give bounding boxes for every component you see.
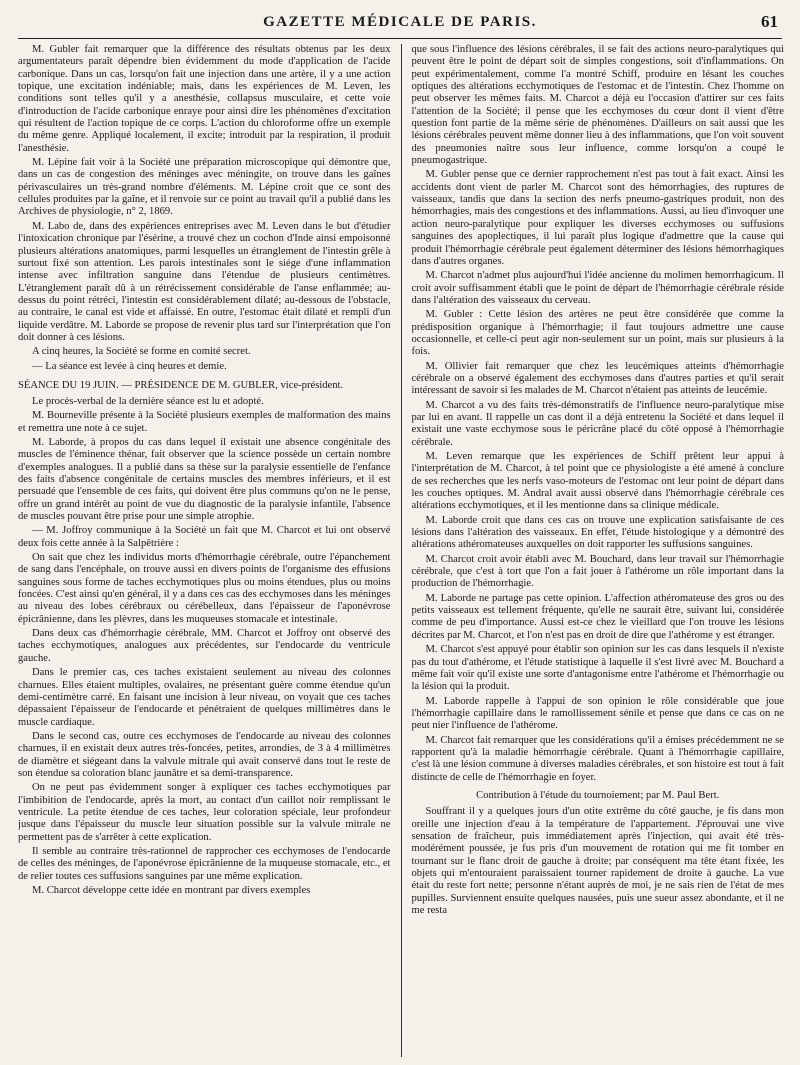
page-header	[18, 12, 782, 39]
paragraph: Dans le premier cas, ces taches existaient seulement au niveau des colonnes charnues. Elles étaient multiples, ovalaires, ne présentant guère comme étendue qu'un demi-centimètre carré. En faisant une incision à leur niveau, on voyait que ces taches dépassaient l'épaisseur de l'endocarde et pénétraient de quelques millimètres dans le muscle cardiaque.	[18, 667, 391, 728]
paragraph: M. Gubler : Cette lésion des artères ne peut être considérée que comme la prédisposition organique à l'hémorrhagie; il faut toujours admettre une cause occasionnelle, et celle-ci peut agir non-seulement sur un point, mais sur plusieurs à la fois.	[411, 309, 784, 358]
paragraph: M. Charcot s'est appuyé pour établir son opinion sur les cas dans lesquels il n'existe pas du tout d'athérome, et l'étude statistique à laquelle il s'est livré avec M. Bouchard a même fait voir qu'il existe une sorte d'antagonisme entre l'athérome et l'hémorrhagie ou la lésion qui la produit.	[411, 644, 784, 693]
paragraph: M. Gubler fait remarquer que la différence des résultats obtenus par les deux argumentateurs paraît dépendre bien évidemment du mode d'application de l'acide carbonique. Dans un cas, lorsqu'on fait une injection dans une artère, il y a une action topique, une excitation indéniable; mais, dans les expériences de M. Leven, les conditions sont telles qu'il y a anesthésie, collapsus musculaire, et cette voie d'introduction de l'acide carbonique enraye pour ainsi dire les phénomènes d'excitation qui résultent de l'action topique de ce corps. L'action du chloroforme offre un exemple du même genre. Appliqué localement, il excite; introduit par la respiration, il produit l'anesthésie.	[18, 44, 391, 154]
paragraph: M. Bourneville présente à la Société plusieurs exemples de malformation des mains et remettra une note à ce sujet.	[18, 410, 391, 434]
paragraph: Dans deux cas d'hémorrhagie cérébrale, MM. Charcot et Joffroy ont observé des taches ecchymotiques, analogues aux précédentes, sur l'endocarde du ventricule gauche.	[18, 628, 391, 664]
paragraph: M. Charcot n'admet plus aujourd'hui l'idée ancienne du molimen hemorrhagicum. Il croit avoir suffisamment établi que le point de départ de l'hémorrhagie cérébrale réside dans l'altération des vaisseaux du cerveau.	[411, 270, 784, 306]
paragraph: Dans le second cas, outre ces ecchymoses de l'endocarde au niveau des colonnes charnues, il en existait deux autres très-foncées, petites, arrondies, de 3 à 4 millimètres de diamètre et siégeant dans la valvule mitrale qui avait conservé dans tout le reste de son étendue sa coloration blanc jaunâtre et sa demi-transparence.	[18, 730, 391, 779]
page-number: 61	[761, 12, 778, 31]
paragraph: M. Labo de, dans des expériences entreprises avec M. Leven dans le but d'étudier l'intoxication chronique par l'ésérine, a trouvé chez un cochon d'Inde ainsi empoisonné plusieurs altérations anatomiques, parmi lesquelles un étranglement de l'intestin grêle à surtout fixé son attention. Les parois intestinales sont le siége d'une inflammation intense avec infiltration sanguine dans l'étendue de plusieurs centimètres. L'étranglement paraît dû à un rétrécissement considérable de l'anse enflammée; au-dessus du point rétréci, l'intestin est considérablement dilaté; au-dessous de l'obstacle, au contraire, le canal est vide et affaissé. En outre, l'estomac était dilaté et rempli d'un liquide verdâtre. M. Laborde se propose de revenir plus tard sur l'interprétation que l'on doit donner à ces lésions.	[18, 220, 391, 343]
session-heading: SÉANCE DU 19 JUIN. — PRÉSIDENCE DE M. GUBLER, vice-président.	[18, 379, 344, 391]
paragraph: Le procès-verbal de la dernière séance est lu et adopté.	[32, 395, 264, 407]
right-column	[411, 44, 784, 1057]
paragraph: M. Leven remarque que les expériences de Schiff prêtent leur appui à l'interprétation de M. Charcot, à tel point que ce physiologiste a été amené à conclure de ses recherches que les nerfs vaso-moteurs de l'estomac ont leur point de départ dans les couches optiques. M. Andral avait aussi observé dans l'hémorrhagie cérébrale ces altérations ecchymotiques, et il les mentionne dans sa clinique médicale.	[411, 451, 784, 512]
paragraph: M. Lépine fait voir à la Société une préparation microscopique qui démontre que, dans un cas de congestion des méninges avec méningite, on trouve dans les gaînes périvasculaires un très-grand nombre d'éléments. M. Lépine croit que ce sont des cellules produites par la gaîne, et il renvoie sur ce point au travail qu'il a publié dans les Archives de physiologie, n° 2, 1869.	[18, 157, 391, 218]
paragraph: M. Gubler pense que ce dernier rapprochement n'est pas tout à fait exact. Ainsi les accidents dont vient de parler M. Charcot sont des hémorrhagies, des ruptures de vaisseaux, tandis que dans la section des nerfs pneumo-gastriques produit, non des hémorrhagies, mais des congestions et des inflammations. Aussi, au lieu d'invoquer une action neuro-paralytique pour expliquer les diverses ecchymoses ou suffusions sanguines des apoplectiques, il lui paraît plus logique d'admettre que la cause qui produit l'hémorrhagie cérébrale peut également déterminer des lésions hémorrhagiques dans d'autres organes.	[411, 169, 784, 267]
journal-title: GAZETTE MÉDICALE DE PARIS.	[263, 14, 537, 30]
paragraph: M. Ollivier fait remarquer que chez les leucémiques atteints d'hémorrhagie cérébrale on a observé également des ecchymoses dans d'autres parties et qu'il serait intéressant de savoir si les malades de M. Charcot n'étaient pas atteints de leucémie.	[411, 360, 784, 397]
article-heading: Contribution à l'étude du tournoiement; par M. Paul Bert.	[476, 789, 720, 801]
left-column	[18, 44, 391, 1057]
paragraph: On sait que chez les individus morts d'hémorrhagie cérébrale, outre l'épanchement de sang dans l'encéphale, on trouve aussi en divers points de l'organisme des effusions sanguines sous forme de taches ecchymotiques plus ou moins étendues, plus ou moins foncées. C'est ainsi qu'en général, il y a dans ces cas des ecchymoses dans les méninges au niveau des lobes cérébraux ou cérébelleux, dans l'épaisseur de l'aponévrose épicrânienne, dans les plèvres, dans les muqueuses stomacale et intestinale.	[18, 552, 391, 625]
paragraph: Il semble au contraire très-rationnel de rapprocher ces ecchymoses de l'endocarde de celles des méninges, de l'aponévrose épicrânienne de la muqueuse stomacale, etc., et de relier toutes ces suffusions sanguines par une même explication.	[18, 845, 391, 882]
paragraph: M. Charcot croit avoir établi avec M. Bouchard, dans leur travail sur l'hémorrhagie cérébrale, que c'est à tort que l'on a fait jouer à l'athérome un rôle important dans la production de l'hémorrhagie.	[411, 553, 784, 590]
paragraph: que sous l'influence des lésions cérébrales, il se fait des actions neuro-paralytiques qui peuvent être le point de départ soit de simples congestions, soit d'inflammations. On peut expérimentalement, comme l'a montré Schiff, produire en lésant les couches optiques des altérations ecchymotiques de l'estomac et de l'intestin. Chez l'homme on peut observer les mêmes faits. M. Charcot a déjà eu l'occasion d'attirer sur ces faits l'attention de la Société; il pense que les ecchymoses du cœur dont il vient d'être question font partie de la même série de phénomènes. D'ailleurs on sait aussi que les lésions cérébrales peuvent même donner lieu à des inflammations, que l'on voit souvent des pneumonies naître sous leur influence, comme lorsqu'on a coupé le pneumogastrique.	[411, 44, 784, 167]
paragraph: M. Charcot a vu des faits très-démonstratifs de l'influence neuro-paralytique mise par lui en avant. Il rappelle un cas dont il a déjà entretenu la Société et dans lequel il existait une vaste ecchymose sous le péricrâne placé du côté opposé à l'hémorrhagie cérébrale.	[411, 399, 784, 448]
paragraph: A cinq heures, la Société se forme en comité secret.	[32, 346, 251, 358]
paragraph: M. Laborde rappelle à l'appui de son opinion le rôle considérable que joue l'hémorrhagie capillaire dans le ramollissement sénile et pense que dans ce cas on ne peut nier l'influence de l'athérome.	[411, 695, 784, 732]
column-divider	[401, 44, 402, 1057]
paragraph: M. Laborde croit que dans ces cas on trouve une explication satisfaisante de ces lésions dans l'altération des vaisseaux. En effet, l'étude histologique y a démontré des altérations athéromateuses auxquelles on doit rapporter les suffusions sanguines.	[411, 514, 784, 551]
paragraph: On ne peut pas évidemment songer à expliquer ces taches ecchymotiques par l'imbibition de l'endocarde, après la mort, au contact d'un caillot noir remplissant le ventricule. La petite étendue de ces taches, leur coloration spéciale, leur profondeur jusque dans l'épaisseur du muscle leur situation possible sur la valvule mitrale ne permettent pas de s'arrêter à cette explication.	[18, 782, 391, 843]
paragraph: — M. Joffroy communique à la Société un fait que M. Charcot et lui ont observé deux fois cette année à la Salpêtrière :	[18, 525, 391, 549]
paragraph: Souffrant il y a quelques jours d'un otite extrême du côté gauche, je fis dans mon oreille une injection d'eau à la température de l'appartement. J'éprouvai une vive sensation de fraîcheur, puis immédiatement après l'injection, qui avait été très-modérément poussée, je fus pris d'un mouvement de rotation qui me fit tomber en tournant sur le flanc droit de gauche à droite; par conséquent ma tête étant fixée, les objets qui m'entouraient paraissaient tourner rapidement de droite à gauche. La vue était du reste fort nette; personne n'étant auprès de moi, je ne sais rien de l'état de mes pupilles. Surviennent ensuite quelques nausées, puis une sueur assez abondante, et il ne me resta	[411, 806, 784, 917]
paragraph: M. Laborde ne partage pas cette opinion. L'affection athéromateuse des gros ou des petits vaisseaux est tellement fréquente, qu'elle ne saurait être, suivant lui, considérée comme de peu d'importance. Aussi est-ce chez le vieillard que l'on trouve les lésions décrites par M. Charcot, et l'on n'est pas en droit de dire que l'athérome y est étranger.	[411, 592, 784, 641]
paragraph: M. Laborde, à propos du cas dans lequel il existait une absence congénitale des muscles de l'éminence thénar, fait observer que la science possède un certain nombre d'exemples analogues. Il a publié dans sa thèse sur la paralysie essentielle de l'enfance des faits d'absence congénitale de certains muscles des membres inférieurs, et il est persuadé que l'ensemble de ces faits, qui doivent être plus communs qu'on ne le pense, offre un grand intérêt au point de vue du diagnostic de la paralysie infantile, l'absence de muscles pouvant être prise pour une simple atrophie.	[18, 436, 391, 523]
paragraph: M. Charcot fait remarquer que les considérations qu'il a émises précédemment ne se rapportent qu'à la maladie hémorrhagie cérébrale. Quant à l'hémorrhagie capillaire, c'est là une lésion commune à diverses maladies cérébrales, et son histoire est tout à fait distincte de celle de l'hémorrhagie en foyer.	[411, 734, 784, 783]
paragraph: — La séance est levée à cinq heures et demie.	[32, 360, 227, 372]
paragraph: M. Charcot développe cette idée en montrant par divers exemples	[32, 885, 311, 896]
text-columns	[18, 44, 784, 1057]
